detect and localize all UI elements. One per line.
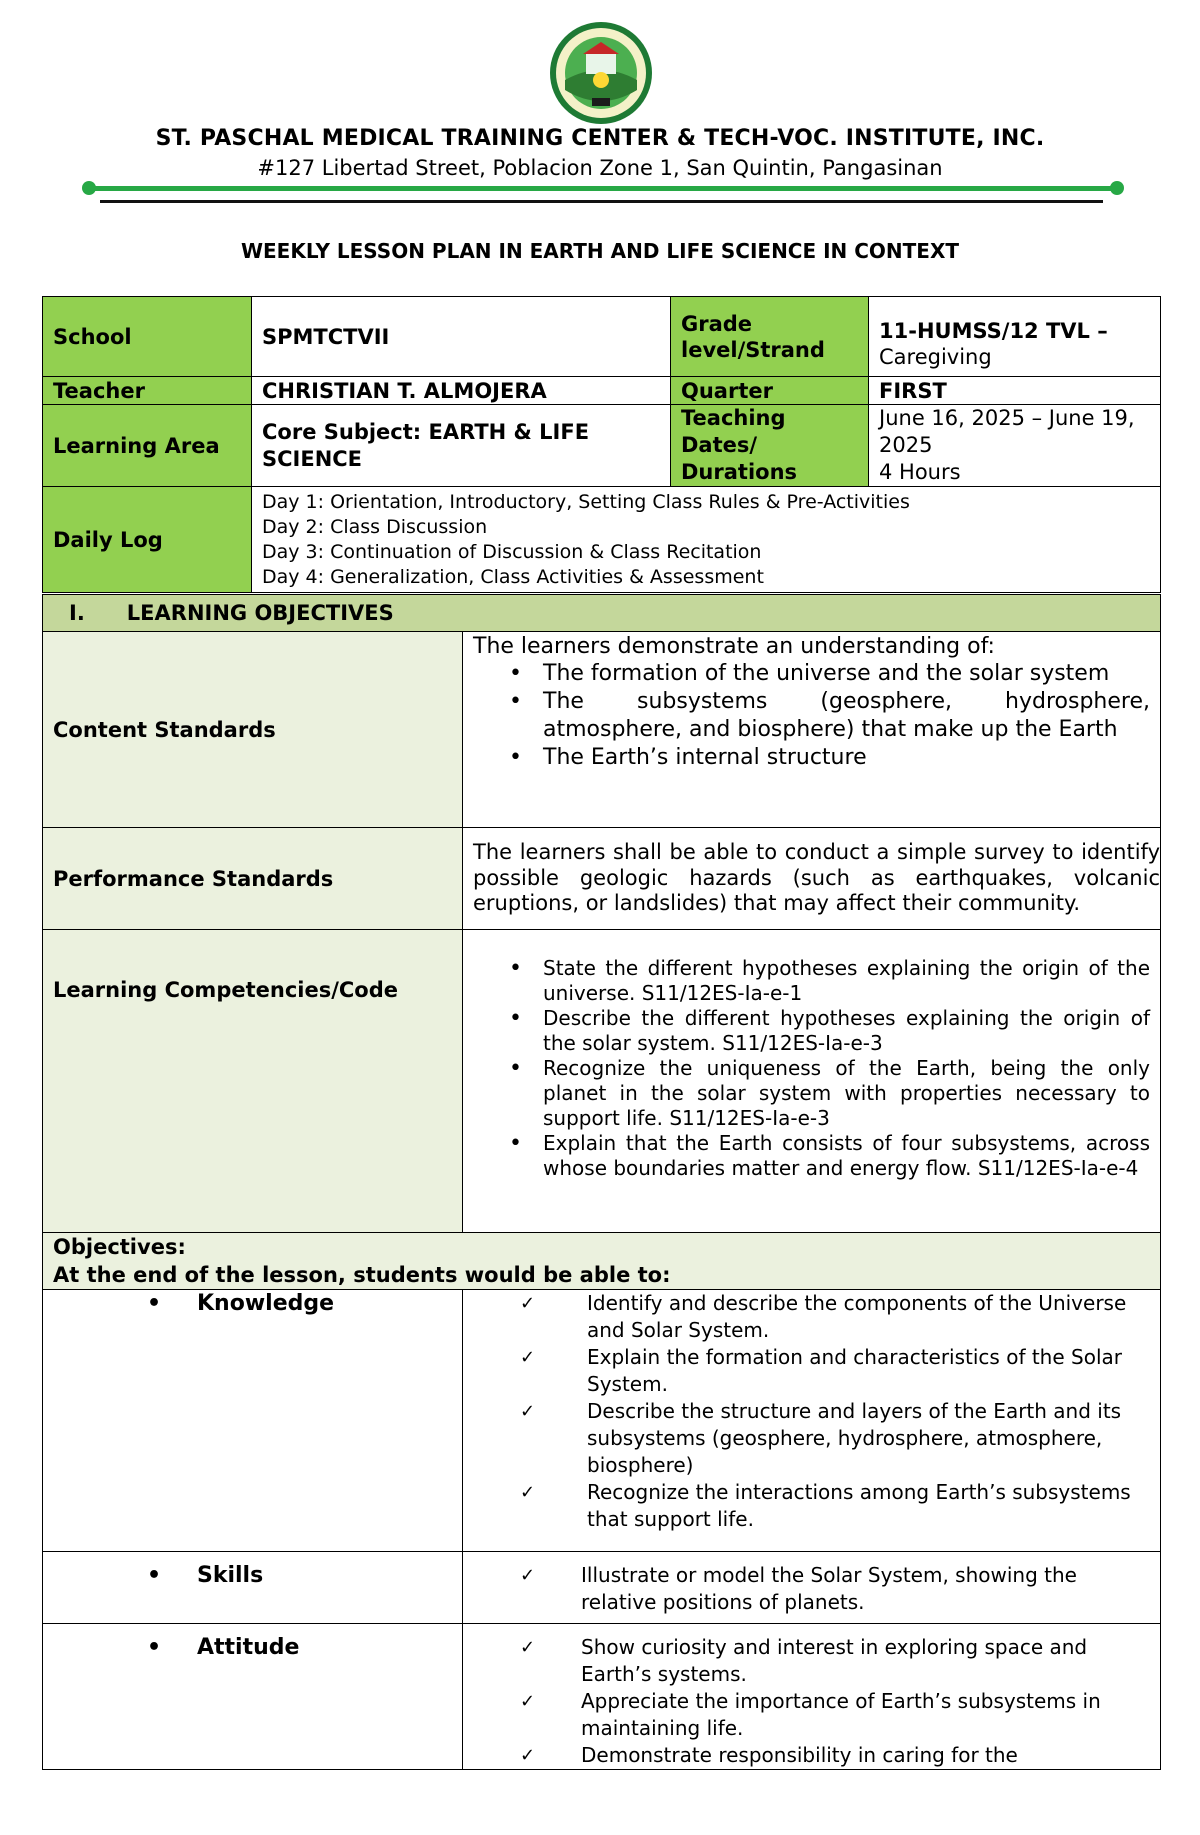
document-title: WEEKLY LESSON PLAN IN EARTH AND LIFE SCIENCE IN CONTEXT	[240, 239, 960, 263]
daily-log-day-1: Day 1: Orientation, Introductory, Setting Class Rules & Pre-Activities	[262, 490, 910, 513]
teaching-duration: 4 Hours	[879, 460, 961, 484]
performance-standards-text: The learners shall be able to conduct a simple survey to identify possible geologic hazards (such as earthquakes, volcanic eruptions, or landslides) that may affect their community.	[463, 828, 1161, 930]
daily-log-label: Daily Log	[43, 487, 252, 593]
daily-log	[252, 487, 1161, 593]
skills-cell	[43, 1552, 463, 1624]
content-standard-item: • The formation of the universe and the solar system	[473, 660, 1150, 688]
divider-dot-left	[82, 181, 96, 195]
objectives-subtitle: At the end of the lesson, students would be able to:	[53, 1263, 671, 1287]
knowledge-label: • Knowledge	[53, 1290, 462, 1318]
teaching-dates-value	[869, 405, 1161, 487]
school-value: SPMTCTVII	[252, 297, 671, 377]
content-standards	[463, 632, 1161, 828]
quarter-label: Quarter	[671, 377, 869, 405]
grade-specialization: Caregiving	[879, 344, 992, 369]
competency-item: • State the different hypotheses explaining the origin of the universe. S11/12ES-Ia-e-1	[473, 956, 1150, 1006]
content-standards-intro: The learners demonstrate an understanding of:	[473, 634, 995, 659]
attitude-item: ✓ Show curiosity and interest in exploring space and Earth’s systems.	[473, 1634, 1146, 1688]
content-standard-item: • The subsystems (geosphere, hydrosphere, atmosphere, and biosphere) that make up the Earth	[473, 688, 1150, 744]
objectives-header	[43, 1233, 1161, 1290]
school-seal-icon	[548, 20, 654, 126]
daily-log-day-2: Day 2: Class Discussion	[262, 515, 488, 538]
skills-label: • Skills	[53, 1562, 462, 1590]
attitude-item: ✓ Demonstrate responsibility in caring for the	[473, 1742, 1146, 1769]
competencies-label: Learning Competencies/Code	[43, 930, 463, 1233]
performance-standards-label: Performance Standards	[43, 828, 463, 930]
lesson-info-table	[42, 296, 1161, 593]
teacher-value: CHRISTIAN T. ALMOJERA	[252, 377, 671, 405]
competency-item: • Recognize the uniqueness of the Earth, being the only planet in the solar system with properties necessary to support life. S11/12ES-Ia-e-3	[473, 1056, 1150, 1131]
content-standards-label: Content Standards	[43, 632, 463, 828]
daily-log-day-4: Day 4: Generalization, Class Activities & Assessment	[262, 565, 764, 588]
learning-area-value: Core Subject: EARTH & LIFE SCIENCE	[252, 405, 671, 487]
competencies	[463, 930, 1161, 1233]
teaching-dates: June 16, 2025 – June 19, 2025	[879, 406, 1135, 457]
knowledge-objectives	[463, 1290, 1161, 1552]
content-standard-item: • The Earth’s internal structure	[473, 744, 1150, 772]
objectives-title: Objectives:	[53, 1235, 186, 1259]
section-heading: I. LEARNING OBJECTIVES	[43, 595, 1161, 632]
learning-objectives-table	[42, 594, 1161, 1770]
knowledge-item: ✓ Explain the formation and characteristics of the Solar System.	[473, 1344, 1146, 1398]
competency-item: • Explain that the Earth consists of four subsystems, across whose boundaries matter and energy flow. S11/12ES-Ia-e-4	[473, 1131, 1150, 1181]
teaching-dates-label: Teaching Dates/ Durations	[671, 405, 869, 487]
school-label: School	[43, 297, 252, 377]
attitude-item: ✓ Appreciate the importance of Earth’s subsystems in maintaining life.	[473, 1688, 1146, 1742]
grade-value	[869, 297, 1161, 377]
learning-area-label: Learning Area	[43, 405, 252, 487]
attitude-cell	[43, 1624, 463, 1770]
institution-name: ST. PASCHAL MEDICAL TRAINING CENTER & TECH-VOC. INSTITUTE, INC.	[155, 126, 1045, 151]
daily-log-day-3: Day 3: Continuation of Discussion & Class Recitation	[262, 540, 762, 563]
competency-item: • Describe the different hypotheses explaining the origin of the solar system. S11/12ES-Ia-e-3	[473, 1006, 1150, 1056]
skills-objectives	[463, 1552, 1161, 1624]
knowledge-item: ✓ Describe the structure and layers of the Earth and its subsystems (geosphere, hydrosphere, atmosphere, biosphere)	[473, 1398, 1146, 1479]
skills-item: ✓ Illustrate or model the Solar System, showing the relative positions of planets.	[473, 1562, 1146, 1616]
attitude-label: • Attitude	[53, 1634, 462, 1662]
grade-label: Grade level/Strand	[671, 297, 869, 377]
quarter-value: FIRST	[869, 377, 1161, 405]
divider-dot-right	[1110, 181, 1124, 195]
grade-strand: 11-HUMSS/12 TVL –	[879, 318, 1108, 343]
teacher-label: Teacher	[43, 377, 252, 405]
knowledge-cell	[43, 1290, 463, 1552]
institution-address: #127 Libertad Street, Poblacion Zone 1, San Quintin, Pangasinan	[257, 156, 943, 180]
header-underline	[100, 200, 1103, 203]
attitude-objectives	[463, 1624, 1161, 1770]
header-divider	[88, 186, 1114, 191]
knowledge-item: ✓ Identify and describe the components of the Universe and Solar System.	[473, 1290, 1146, 1344]
knowledge-item: ✓ Recognize the interactions among Earth’s subsystems that support life.	[473, 1479, 1146, 1533]
